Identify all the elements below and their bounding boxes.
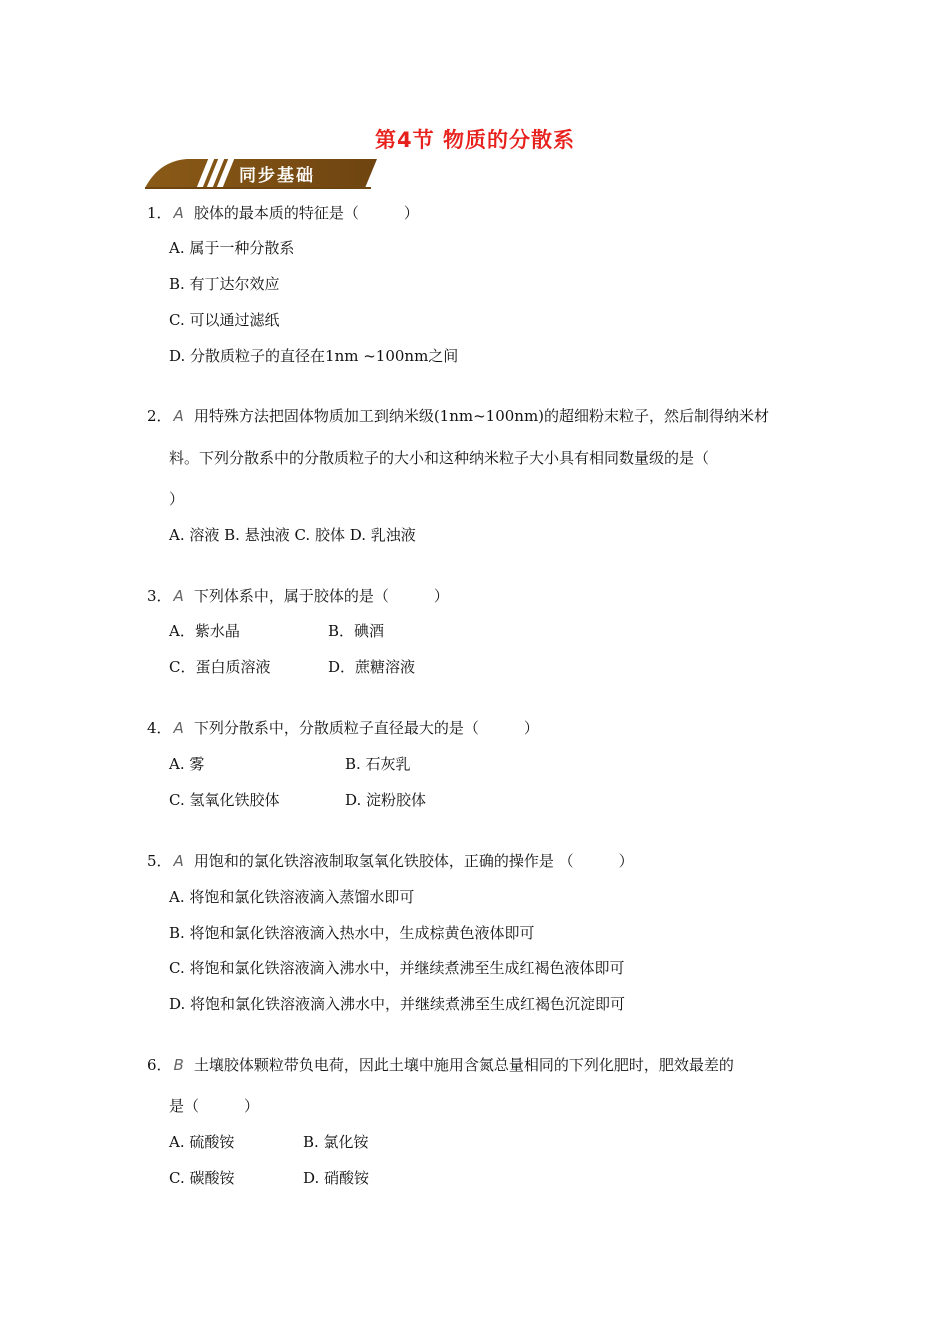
question-1 <box>147 203 419 223</box>
question-number: 3． <box>147 587 172 605</box>
option: C. 将饱和氯化铁溶液滴入沸水中，并继续煮沸至生成红褐色液体即可 <box>169 959 625 977</box>
option: A. 将饱和氯化铁溶液滴入蒸馏水即可 <box>169 888 415 906</box>
option: B．碘酒 <box>328 622 385 640</box>
question-text: 胶体的最本质的特征是（ ） <box>193 204 419 222</box>
question-4 <box>147 718 539 738</box>
question-number: 4． <box>147 719 172 737</box>
question-5 <box>147 851 634 871</box>
option: D. 将饱和氯化铁溶液滴入沸水中，并继续煮沸至生成红褐色沉淀即可 <box>169 995 626 1013</box>
question-2 <box>147 406 769 426</box>
option: A. 雾 <box>169 755 205 773</box>
question-number: 5． <box>147 852 172 870</box>
option: B. 有丁达尔效应 <box>169 275 280 293</box>
option: D．蔗糖溶液 <box>328 658 416 676</box>
level-mark: B <box>173 1056 184 1074</box>
question-number: 2． <box>147 407 172 425</box>
question-text-continued: 料。下列分散系中的分散质粒子的大小和这种纳米粒子大小具有相同数量级的是（ <box>169 449 710 467</box>
question-text: 用饱和的氯化铁溶液制取氢氧化铁胶体，正确的操作是 （ ） <box>193 852 634 870</box>
question-text: 下列体系中，属于胶体的是（ ） <box>193 587 449 605</box>
level-mark: A <box>173 587 184 605</box>
level-mark: A <box>173 719 184 737</box>
question-number: 6． <box>147 1056 172 1074</box>
option: B. 将饱和氯化铁溶液滴入热水中，生成棕黄色液体即可 <box>169 924 535 942</box>
level-mark: A <box>173 852 184 870</box>
level-mark: A <box>173 407 184 425</box>
option: B. 石灰乳 <box>345 755 411 773</box>
question-text: 用特殊方法把固体物质加工到纳米级(1nm~100nm)的超细粉末粒子，然后制得纳米材 <box>193 407 770 425</box>
question-text-continued: ） <box>169 490 185 508</box>
option: A. 属于一种分散系 <box>169 239 295 257</box>
option: D. 分散质粒子的直径在1nm ~100nm之间 <box>169 347 459 365</box>
question-number: 1． <box>147 204 172 222</box>
option: C. 氢氧化铁胶体 <box>169 791 280 809</box>
question-text-continued: 是（ ） <box>169 1097 260 1115</box>
option: C. 可以通过滤纸 <box>169 311 280 329</box>
option: A. 硫酸铵 <box>169 1133 235 1151</box>
question-3 <box>147 586 449 606</box>
question-text: 下列分散系中，分散质粒子直径最大的是（ ） <box>193 719 539 737</box>
option: A．紫水晶 <box>169 622 240 640</box>
page-title: 第4节 物质的分散系 <box>375 128 575 152</box>
level-mark: A <box>173 204 184 222</box>
question-text: 土壤胶体颗粒带负电荷，因此土壤中施用含氮总量相同的下列化肥时，肥效最差的 <box>193 1056 734 1074</box>
section-banner <box>145 157 375 189</box>
question-6 <box>147 1055 734 1075</box>
option: D. 淀粉胶体 <box>345 791 427 809</box>
option: C．蛋白质溶液 <box>169 658 271 676</box>
option: C. 碳酸铵 <box>169 1169 235 1187</box>
option: D. 硝酸铵 <box>303 1169 370 1187</box>
option: B. 氯化铵 <box>303 1133 369 1151</box>
option: A. 溶液 B. 悬浊液 C. 胶体 D. 乳浊液 <box>169 526 416 544</box>
section-label: 同步基础 <box>239 166 315 186</box>
